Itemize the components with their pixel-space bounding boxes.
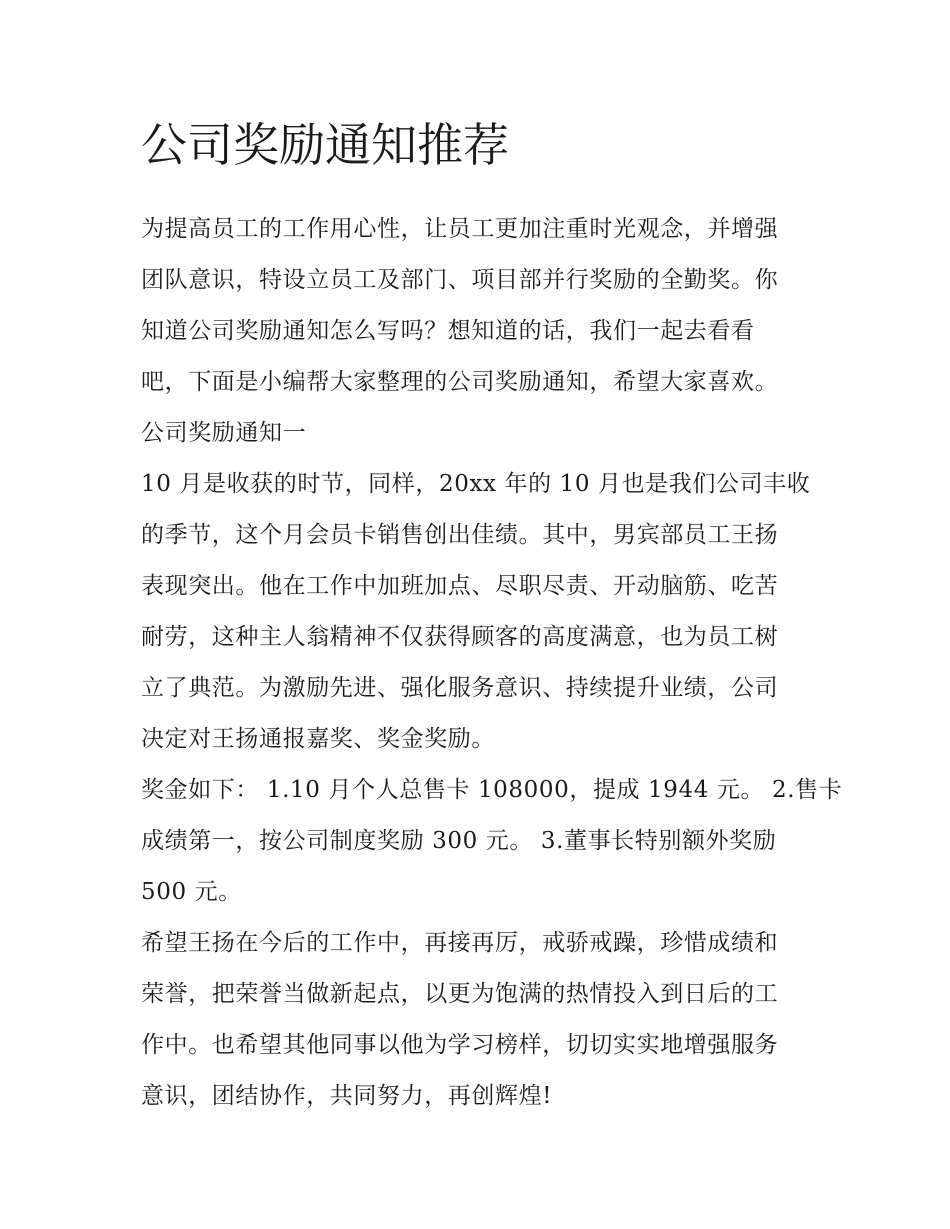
text-line: 团队意识，特设立员工及部门、项目部并行奖励的全勤奖。你 — [141, 267, 779, 293]
text-line: 500 元。 — [141, 879, 242, 905]
text-line: 知道公司奖励通知怎么写吗？想知道的话，我们一起去看看 — [141, 318, 755, 344]
text-line: 10 月是收获的时节，同样，20xx 年的 10 月也是我们公司丰收 — [141, 471, 811, 497]
section-heading: 公司奖励通知一 — [141, 420, 307, 446]
text-line: 奖金如下： 1.10 月个人总售卡 108000，提成 1944 元。 2.售卡 — [141, 777, 843, 803]
bonus-paragraph — [141, 765, 843, 918]
intro-paragraph — [141, 204, 813, 408]
text-line: 表现突出。他在工作中加班加点、尽职尽责、开动脑筋、吃苦 — [141, 573, 779, 599]
text-line: 耐劳，这种主人翁精神不仅获得顾客的高度满意，也为员工树 — [141, 624, 779, 650]
text-line: 吧，下面是小编帮大家整理的公司奖励通知，希望大家喜欢。 — [141, 369, 779, 395]
text-line: 意识，团结协作，共同努力，再创辉煌! — [141, 1083, 553, 1109]
text-line: 决定对王扬通报嘉奖、奖金奖励。 — [141, 726, 495, 752]
body-paragraph — [141, 459, 813, 765]
text-line: 作中。也希望其他同事以他为学习榜样，切切实实地增强服务 — [141, 1032, 779, 1058]
closing-paragraph — [141, 918, 813, 1122]
document-content — [141, 112, 843, 1122]
text-line: 立了典范。为激励先进、强化服务意识、持续提升业绩，公司 — [141, 675, 779, 701]
text-line: 为提高员工的工作用心性，让员工更加注重时光观念，并增强 — [141, 216, 779, 242]
text-line: 成绩第一，按公司制度奖励 300 元。 3.董事长特别额外奖励 — [141, 828, 777, 854]
text-line: 荣誉，把荣誉当做新起点，以更为饱满的热情投入到日后的工 — [141, 981, 779, 1007]
document-title: 公司奖励通知推荐 — [141, 118, 509, 172]
text-line: 希望王扬在今后的工作中，再接再厉，戒骄戒躁，珍惜成绩和 — [141, 930, 779, 956]
text-line: 的季节，这个月会员卡销售创出佳绩。其中，男宾部员工王扬 — [141, 522, 779, 548]
